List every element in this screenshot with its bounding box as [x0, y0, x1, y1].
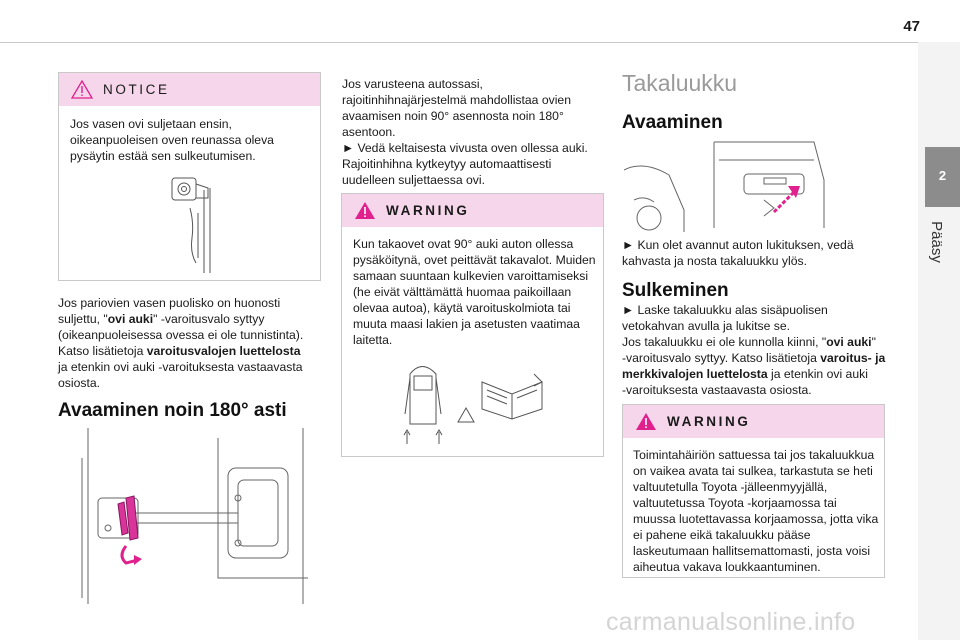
warning-box-doors: [341, 193, 604, 457]
notice-box: [58, 72, 321, 281]
heading-opening-180: Avaaminen noin 180° asti: [58, 400, 287, 421]
section-title: Takaluukku: [622, 70, 738, 96]
door-stopper-illustration: [164, 168, 234, 278]
page-number: 47: [903, 18, 920, 35]
chapter-title: Pääsy: [928, 221, 945, 263]
warning-triangle-icon: [71, 80, 93, 99]
text-span: " -varoitusvalo syttyy. Katso lisätietoja: [622, 335, 876, 365]
warning-header: [342, 194, 603, 227]
door-warning-paragraph: [58, 295, 323, 391]
warning-box-tailgate: [622, 404, 885, 578]
notice-label: NOTICE: [103, 82, 170, 97]
warning-label: WARNING: [667, 414, 751, 429]
van-doors-illustration: [402, 354, 552, 444]
warning-label: WARNING: [386, 203, 470, 218]
warning-triangle-icon: [354, 201, 376, 220]
warning-lights-link[interactable]: varoitus- ja merkkivalojen luettelosta: [622, 351, 886, 381]
notice-header: [59, 73, 320, 106]
text-span: ► Laske takaluukku alas sisäpuolisen vetokahvan avulla ja lukitse se. Jos takaluukku ei ole kunnolla kiinni, ": [622, 303, 828, 349]
closing-instructions: [622, 302, 887, 398]
header-divider: [0, 42, 918, 43]
warning-header: [623, 405, 884, 438]
notice-text: Jos vasen ovi suljetaan ensin, oikeanpuoleisen oven reunassa oleva pysäytin estää sen sulkeutumisen.: [70, 117, 274, 163]
opening-instructions: ► Kun olet avannut auton lukituksen, vedä kahvasta ja nosta takaluukku ylös.: [622, 238, 854, 268]
text-span: Jos pariovien vasen puolisko on huonosti suljettu, ": [58, 296, 281, 326]
manual-book-icon: [482, 374, 542, 419]
heading-closing: Sulkeminen: [622, 280, 729, 301]
text-span: " -varoitusvalo syttyy (oikeanpuoleisessa ovessa ei ole tunnistinta). Katso lisätietoja: [58, 312, 304, 358]
warning-text: Toimintahäiriön sattuessa tai jos takaluukkua on vaikea avata tai sulkea, tarkastuta se heti valtuutetulla Toyota -jälleenmyyjällä, valtuutetussa Toyota -korjaamossa tai muussa luotettavassa korjaamossa, jotta vika ei pahene eikä takaluukku pääse laskeutumaan hallitsemattomasti, josta voisi aiheutua vakava loukkaantuminen.: [633, 448, 879, 574]
tailgate-illustration: [624, 140, 830, 232]
strap-system-paragraph: Jos varusteena autossasi, rajoitinhihnajärjestelmä mahdollistaa ovien avaamisen noin 90° asennosta noin 180° asentoon. ► Vedä keltaisesta vivusta oven ollessa auki. Rajoitinhihna kytkeytyy automaattisesti uudelleen suljettaessa ovi.: [342, 77, 588, 187]
text-span: ja etenkin ovi auki -varoituksesta vastaavasta osiosta.: [58, 360, 303, 390]
heading-opening: Avaaminen: [622, 112, 723, 133]
door-open-term: ovi auki: [107, 312, 154, 326]
warning-lights-link[interactable]: varoitusvalojen luettelosta: [146, 344, 301, 358]
chapter-sidebar: [918, 42, 960, 640]
door-open-term: ovi auki: [826, 335, 872, 349]
text-span: ja etenkin ovi auki -varoituksesta vastaavasta osiosta.: [622, 367, 868, 397]
chapter-number-tab[interactable]: 2: [925, 147, 960, 207]
watermark: carmanualsonline.info: [606, 608, 856, 636]
warning-triangle-icon: [635, 412, 657, 431]
door-latch-illustration: [68, 428, 310, 604]
warning-text: Kun takaovet ovat 90° auki auton ollessa pysäköitynä, ovet peittävät takavalot. Muiden samaan suuntaan kulkevien varoittamiseksi (he eivät välttämättä huomaa paikoillaan olevaa autoa), käytä varoituskolmiota tai muuta maasi lakien ja asetusten vaatimaa laitetta.: [353, 237, 596, 347]
